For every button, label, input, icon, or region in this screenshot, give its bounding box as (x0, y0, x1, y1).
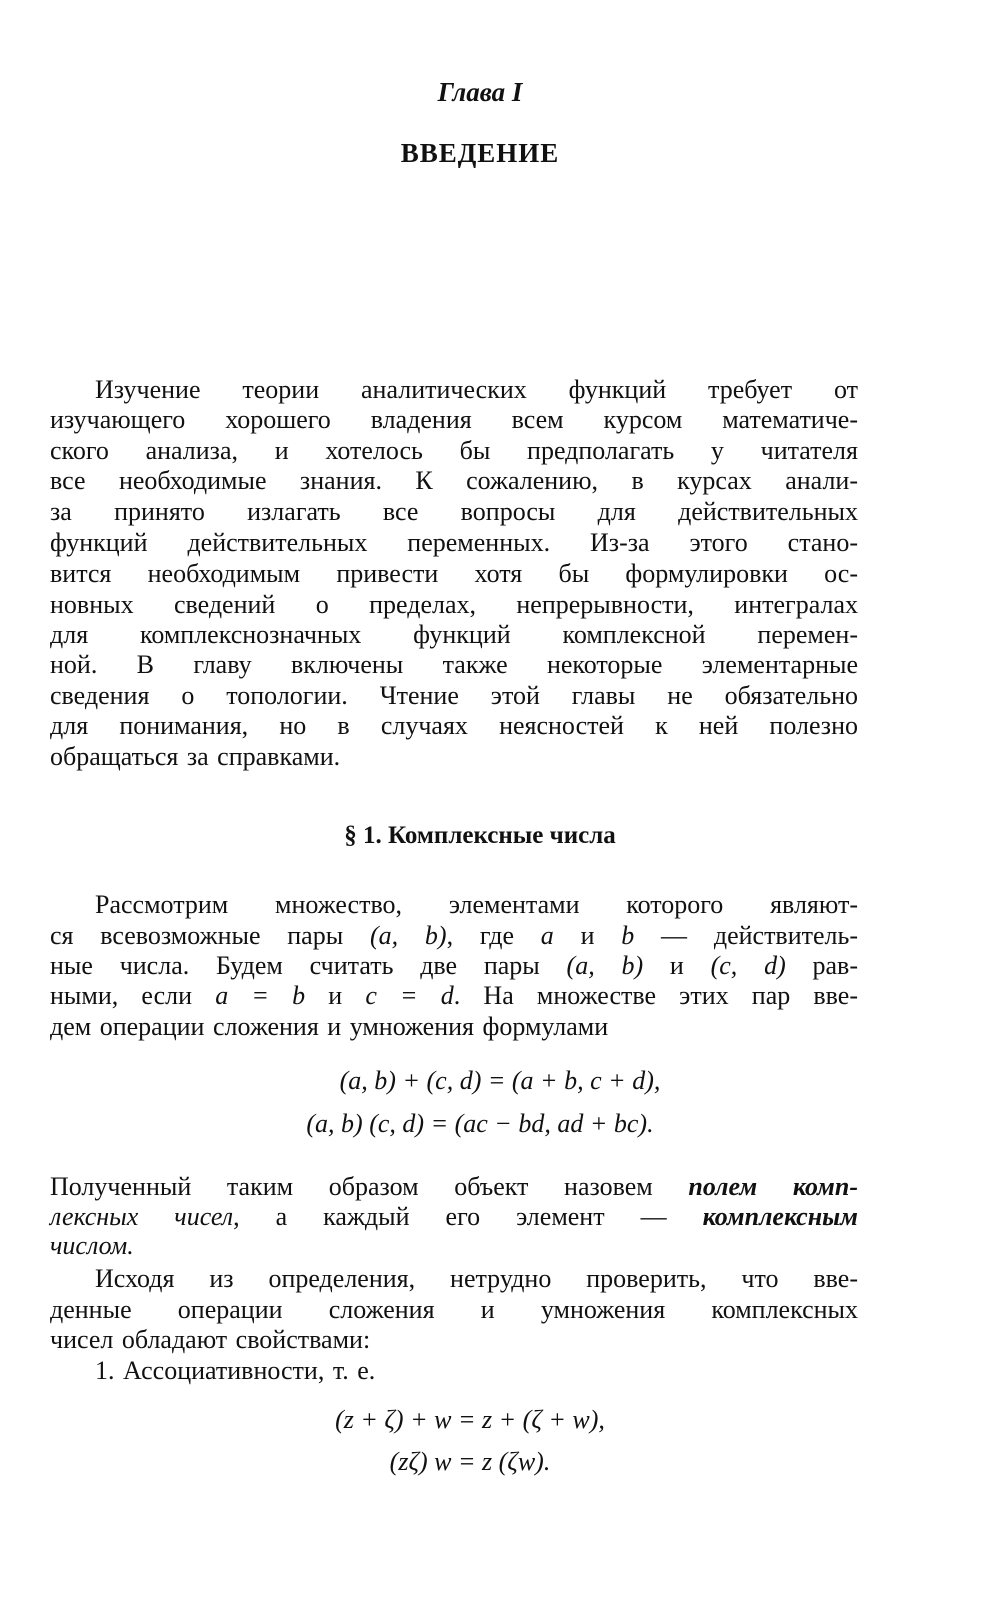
math: (a, b) (369, 921, 447, 950)
math: (c, d) (710, 951, 786, 980)
text-line: для комплекснозначных функций комплексной перемен- (50, 620, 858, 649)
text-line: за принято излагать все вопросы для действительных (50, 497, 858, 526)
text-line: обращаться за справками. (50, 742, 341, 771)
text-line: все необходимые знания. К сожалению, в курсах анали- (50, 466, 858, 495)
math: a (540, 921, 554, 950)
text: Полученный таким образом объект назовем (50, 1172, 689, 1201)
text-line: для понимания, но в случаях неясностей к ней полезно (50, 711, 858, 740)
text: , а каждый его элемент — (233, 1202, 703, 1231)
text-line (50, 980, 858, 1012)
text-line (50, 920, 858, 952)
formula-assoc-sum: (z + ζ) + w = z + (ζ + w), (335, 1405, 605, 1434)
list-item: 1. Ассоциативности, т. е. (95, 1356, 376, 1385)
text-line (50, 950, 858, 982)
text-line: дем операции сложения и умножения формулами (50, 1012, 609, 1041)
math: (a, b) (566, 951, 644, 980)
text-line (50, 1201, 858, 1233)
emphasis: полем комп- (688, 1172, 858, 1201)
chapter-title: ВВЕДЕНИЕ (400, 138, 560, 168)
text: ными, если (50, 981, 216, 1010)
text-line: чисел обладают свойствами: (50, 1325, 371, 1354)
math: b (621, 921, 635, 950)
emphasis: комплексным (702, 1202, 858, 1231)
text: ся всевозможные пары (50, 921, 370, 950)
text-line: ной. В главу включены также некоторые элементарные (50, 650, 858, 679)
text-line: Исходя из определения, нетрудно проверить, что вве- (95, 1264, 858, 1293)
text: ные числа. Будем считать две пары (50, 951, 567, 980)
chapter-label: Глава I (437, 77, 523, 107)
math: c = d (365, 981, 454, 1010)
formula-product: (a, b) (c, d) = (ac − bd, ad + bc). (306, 1109, 654, 1138)
text-line: функций действительных переменных. Из-за этого стано- (50, 528, 858, 557)
text-line: вится необходимым привести хотя бы формулировки ос- (50, 559, 858, 588)
text: и (553, 921, 622, 950)
emphasis: лексных чисел (50, 1202, 234, 1231)
formula-sum: (a, b) + (c, d) = (a + b, c + d), (339, 1066, 661, 1095)
text: . На множестве этих пар вве- (453, 981, 858, 1010)
text: , где (446, 921, 541, 950)
text: — действитель- (634, 921, 859, 950)
formula-assoc-product: (zζ) w = z (ζw). (389, 1447, 551, 1476)
section-title: § 1. Комплексные числа (344, 822, 616, 849)
text-line: ского анализа, и хотелось бы предполагать у читателя (50, 436, 858, 465)
math: a = b (215, 981, 306, 1010)
text-line: новных сведений о пределах, непрерывности, интегралах (50, 590, 858, 619)
text-line: Изучение теории аналитических функций требует от (95, 375, 858, 404)
text-line: Рассмотрим множество, элементами которого являют- (95, 890, 858, 919)
text-line (50, 1171, 858, 1203)
text-line: сведения о топологии. Чтение этой главы не обязательно (50, 681, 858, 710)
text: и (305, 981, 366, 1010)
text-line: денные операции сложения и умножения комплексных (50, 1295, 858, 1324)
text: рав- (785, 951, 858, 980)
text: и (643, 951, 711, 980)
emphasis-line: числом. (50, 1231, 134, 1260)
text-line: изучающего хорошего владения всем курсом математиче- (50, 405, 858, 434)
